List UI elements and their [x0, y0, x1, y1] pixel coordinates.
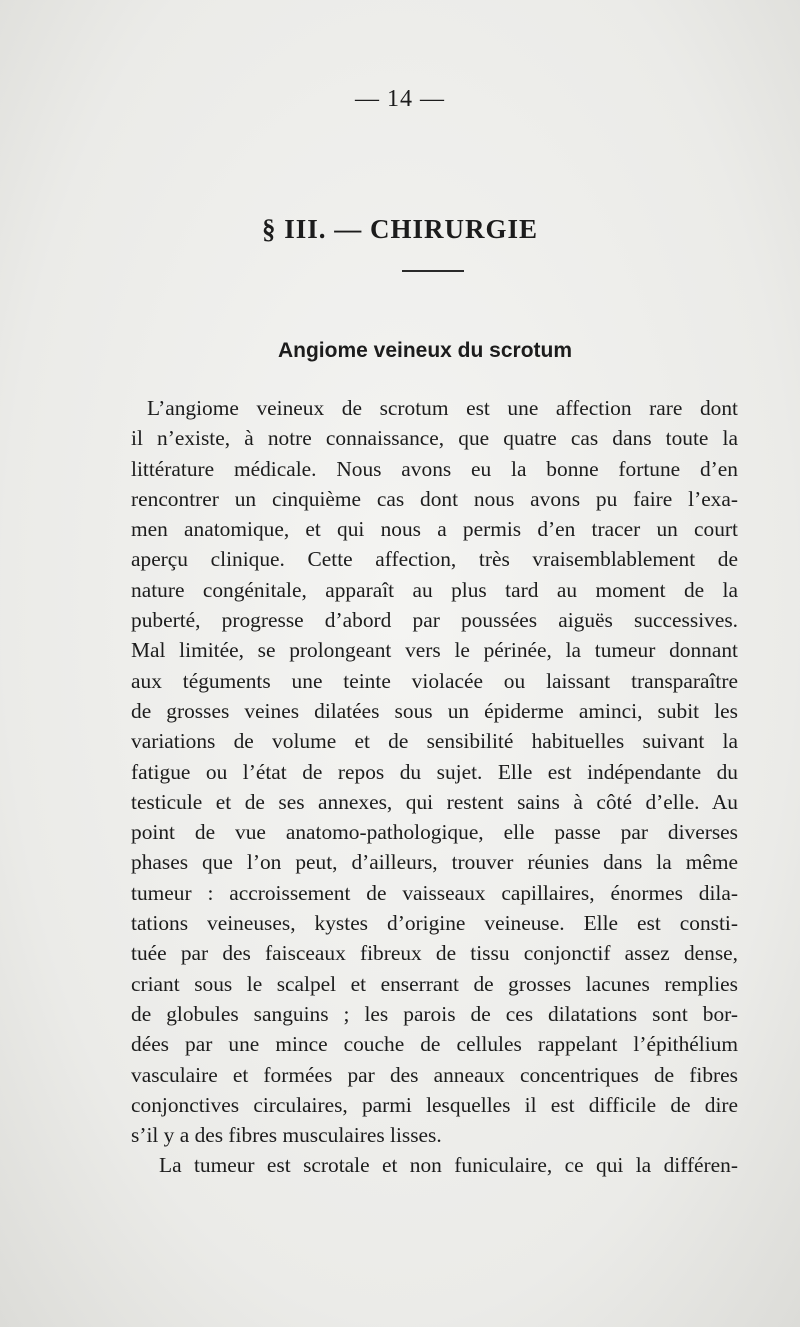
heading-rule	[402, 270, 464, 272]
text-line: il n’existe, à notre connaissance, que quatre cas dans toute la	[131, 426, 738, 451]
page-number: — 14 —	[355, 86, 445, 112]
text-line: s’il y a des fibres musculaires lisses.	[131, 1123, 442, 1148]
text-line: criant sous le scalpel et enserrant de grosses lacunes remplies	[131, 971, 738, 996]
text-line: point de vue anatomo-pathologique, elle passe par diverses	[131, 820, 738, 845]
text-line: aux téguments une teinte violacée ou laissant transparaître	[131, 668, 738, 693]
text-line: La tumeur est scrotale et non funiculaire, ce qui la différen-	[159, 1153, 738, 1178]
text-line: tations veineuses, kystes d’origine veineuse. Elle est consti-	[131, 911, 738, 936]
text-line: tuée par des faisceaux fibreux de tissu conjonctif assez dense,	[131, 941, 738, 966]
text-line: Mal limitée, se prolongeant vers le périnée, la tumeur donnant	[131, 638, 738, 663]
text-line: testicule et de ses annexes, qui restent sains à côté d’elle. Au	[131, 789, 738, 814]
text-line: de grosses veines dilatées sous un épiderme aminci, subit les	[131, 698, 738, 723]
article-title: Angiome veineux du scrotum	[277, 339, 573, 362]
text-line: aperçu clinique. Cette affection, très vraisemblablement de	[131, 547, 738, 572]
text-line: rencontrer un cinquième cas dont nous avons pu faire l’exa-	[131, 486, 738, 511]
section-heading: § III. — CHIRURGIE	[261, 214, 539, 244]
text-line: conjonctives circulaires, parmi lesquelles il est difficile de dire	[131, 1092, 738, 1117]
text-line: L’angiome veineux de scrotum est une affection rare dont	[147, 396, 738, 420]
text-line: nature congénitale, apparaît au plus tard au moment de la	[131, 577, 738, 602]
text-line: littérature médicale. Nous avons eu la bonne fortune d’en	[131, 456, 738, 481]
text-line: de globules sanguins ; les parois de ces dilatations sont bor-	[131, 1001, 738, 1026]
text-line: fatigue ou l’état de repos du sujet. Elle est indépendante du	[131, 759, 738, 784]
text-line: variations de volume et de sensibilité habituelles suivant la	[131, 729, 738, 754]
text-line: phases que l’on peut, d’ailleurs, trouver réunies dans la même	[131, 850, 738, 875]
text-line: vasculaire et formées par des anneaux concentriques de fibres	[131, 1062, 738, 1087]
body-text	[131, 393, 738, 1181]
text-line: men anatomique, et qui nous a permis d’en tracer un court	[131, 517, 738, 542]
text-line: puberté, progresse d’abord par poussées aiguës successives.	[131, 608, 738, 633]
text-line: tumeur : accroissement de vaisseaux capillaires, énormes dila-	[131, 880, 738, 905]
text-line: dées par une mince couche de cellules rappelant l’épithélium	[131, 1032, 738, 1057]
